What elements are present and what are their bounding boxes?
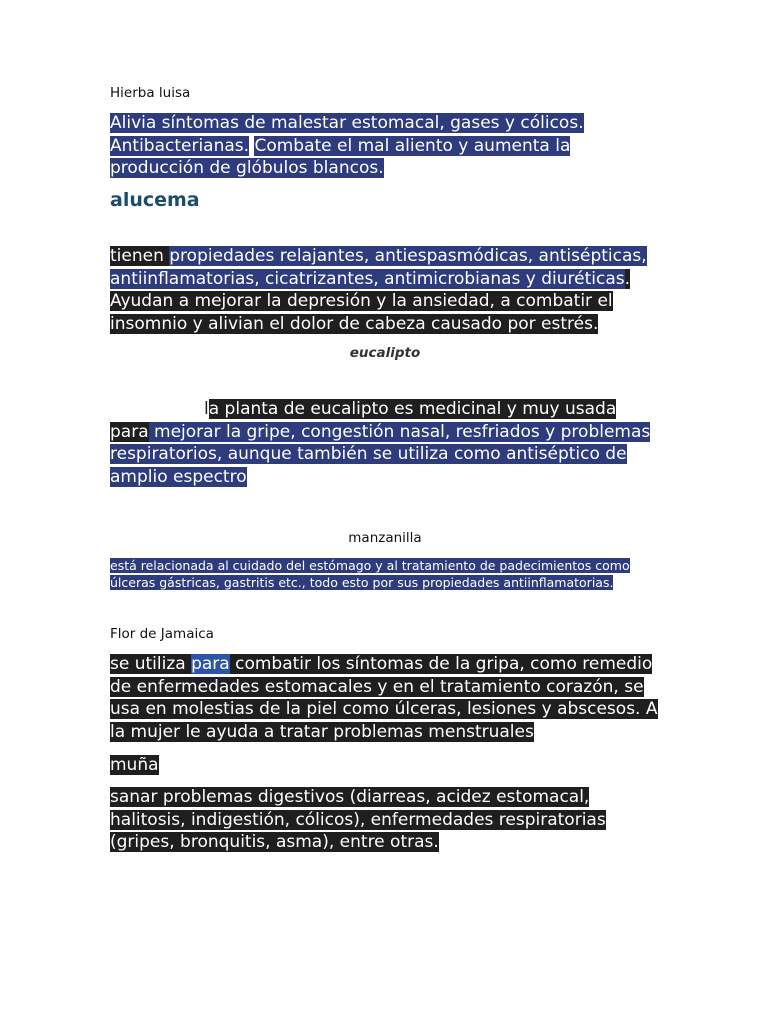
heading-flor-de-jamaica: Flor de Jamaica <box>110 626 214 642</box>
paragraph-alucema <box>110 245 660 335</box>
text-run: muña <box>110 755 159 775</box>
heading-eucalipto: eucalipto <box>349 345 421 361</box>
text-run: a planta de eucalipto es medicinal y muy usada para <box>110 399 617 442</box>
text-run: sanar problemas digestivos (diarreas, acidez estomacal, halitosis, indigestión, cólicos), enfermedades respiratorias (gripes, bronquitis, asma), entre otras. <box>110 787 606 852</box>
paragraph-flor-de-jamaica <box>110 653 660 743</box>
text-run: propiedades relajantes, antiespasmódicas, antisépticas, antiinflamatorias, cicatrizantes, antimicrobianas y diuréticas <box>110 246 647 289</box>
text-run: se utiliza <box>110 654 192 674</box>
text-run: para <box>191 654 230 674</box>
paragraph-muna <box>110 786 615 854</box>
text-run: l <box>204 399 209 419</box>
heading-hierba-luisa: Hierba luisa <box>110 85 191 101</box>
heading-alucema: alucema <box>110 189 200 211</box>
paragraph-manzanilla <box>110 557 640 591</box>
text-run: mejorar la gripe, congestión nasal, resfriados y problemas respiratorios, aunque también se utiliza como antiséptico de amplio espectro <box>110 421 651 487</box>
text-run: Alivia síntomas de malestar estomacal, gases y cólicos. <box>110 113 584 133</box>
paragraph-eucalipto <box>110 398 660 488</box>
text-run: está relacionada al cuidado del estómago y al tratamiento de padecimientos como úlceras gástricas, gastritis etc., todo esto por sus propiedades antiinflamatorias. <box>110 558 630 590</box>
text-run: tienen <box>110 246 170 266</box>
paragraph-hierba-luisa <box>110 112 645 180</box>
text-run: . Ayudan a mejorar la depresión y la ansiedad, a combatir el insomnio y alivian el dolor de cabeza causado por estrés. <box>110 268 631 334</box>
text-run: Antibacterianas. <box>110 135 250 156</box>
text-run: combatir los síntomas de la gripa, como remedio de enfermedades estomacales y en el tratamiento corazón, se usa en molestias de la piel como úlceras, lesiones y abscesos. A la mujer le ayuda a tratar problemas menstruales <box>110 654 658 742</box>
heading-manzanilla: manzanilla <box>348 530 422 546</box>
text-run: Combate el mal aliento y aumenta la producción de glóbulos blancos. <box>110 135 571 178</box>
heading-muna <box>110 754 670 777</box>
